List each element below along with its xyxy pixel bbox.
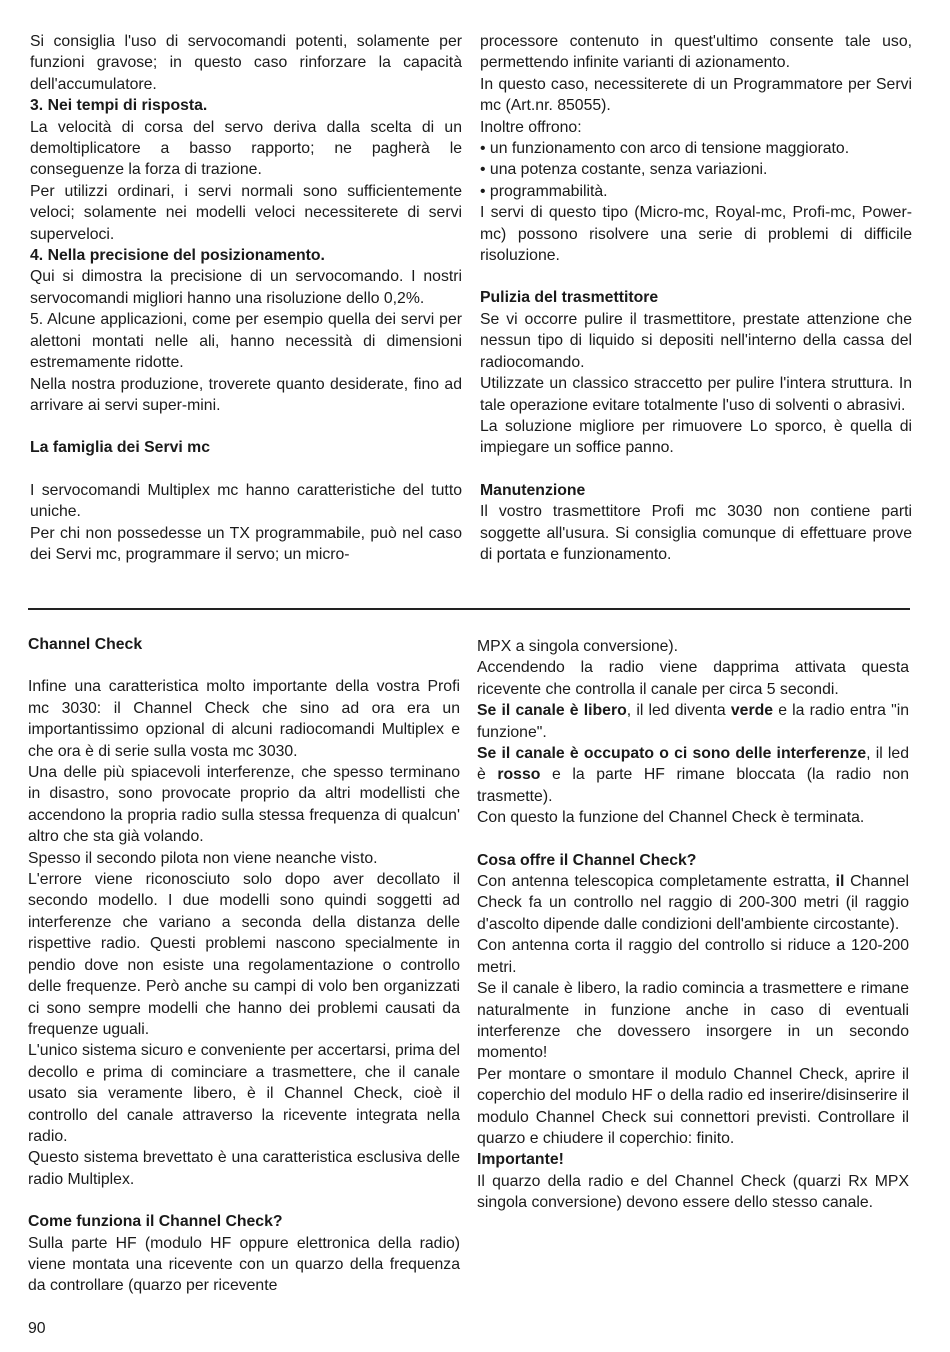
section-heading: Manutenzione [480, 481, 586, 499]
paragraph: La velocità di corsa del servo deriva dalla scelta di un demoltiplicatore a basso rapporto; ne pagherà le conseguenze la forza di trazione. [30, 118, 462, 179]
section-heading: Channel Check [28, 636, 143, 653]
paragraph [477, 743, 909, 807]
top-right-column [480, 31, 912, 565]
paragraph: Se il canale è libero, la radio comincia a trasmettere e rimane naturalmente in funzione anche in caso di eventuali interferenze che dovessero insorgere in un secondo momento! [477, 980, 909, 1062]
paragraph [477, 700, 909, 743]
section-heading: Come funziona il Channel Check? [28, 1213, 283, 1231]
bottom-right-column [477, 636, 909, 1214]
paragraph: Accendendo la radio viene dapprima attivata questa ricevente che controlla il canale per circa 5 secondi. [477, 659, 909, 698]
paragraph: Questo sistema brevettato è una caratteristica esclusiva delle radio Multiplex. [28, 1149, 460, 1188]
bold-phrase: rosso [497, 766, 541, 784]
bold-phrase: Se il canale è libero [477, 702, 627, 720]
text-run: Channel Check fa un controllo nel raggio di 200-300 metri (il raggio d'ascolto dipende dalle condizioni dell'ambiente circostante). [477, 873, 909, 933]
paragraph: Per chi non possedesse un TX programmabile, può nel caso dei Servi mc, programmare il servo; un micro- [30, 524, 462, 563]
paragraph: Una delle più spiacevoli interferenze, che spesso terminano in disastro, sono provocate proprio da altri modellisti che accendono la propria radio sulla stessa frequenza di qualcun' altro che sta già volando. [28, 764, 460, 846]
paragraph: Con questo la funzione del Channel Check è terminata. [477, 809, 865, 827]
section-heading: 4. Nella precisione del posizionamento. [30, 247, 325, 265]
bottom-left-column [28, 634, 460, 1297]
paragraph: Il quarzo della radio e del Channel Check (quarzi Rx MPX singola conversione) devono essere dello stesso canale. [477, 1172, 909, 1212]
text-run: e la radio entra "in funzione". [477, 702, 909, 741]
text-run: e la parte HF rimane bloccata (la radio non trasmette). [477, 766, 909, 805]
paragraph: Si consiglia l'uso di servocomandi potenti, solamente per funzioni gravose; in questo caso rinforzare la capacità dell'accumulatore. [30, 33, 462, 93]
paragraph [477, 871, 909, 935]
paragraph: I servocomandi Multiplex mc hanno caratteristiche del tutto uniche. [30, 481, 462, 521]
section-heading: 3. Nei tempi di risposta. [30, 97, 208, 115]
paragraph: processore contenuto in quest'ultimo consente tale uso, permettendo infinite varianti di azionamento. [480, 33, 912, 72]
section-heading: Cosa offre il Channel Check? [477, 851, 697, 869]
text-run: Con antenna telescopica completamente estratta, [477, 873, 836, 891]
paragraph: Infine una caratteristica molto importante della vostra Profi mc 3030: il Channel Check che sino ad ora era un importantissimo opzional di alcuni radiocomandi Multiplex e che ora è di serie sulla vosta mc 3030. [28, 678, 460, 760]
paragraph: Utilizzate un classico straccetto per pulire l'intera struttura. In tale operazione evitare totalmente l'uso di solventi o abrasivi. [480, 375, 912, 414]
paragraph: Nella nostra produzione, troverete quanto desiderate, fino ad arrivare ai servi super-mini. [30, 375, 462, 414]
paragraph: Inoltre offrono: [480, 118, 582, 136]
paragraph: L'unico sistema sicuro e conveniente per accertarsi, prima del decollo e prima di cominciare a trasmettere, che il canale usato sia veramente libero, è il Channel Check, cioè il controllo del canale attraverso la ricevente integrata nella radio. [28, 1042, 460, 1145]
paragraph: Con antenna corta il raggio del controllo si riduce a 120-200 metri. [477, 937, 909, 976]
paragraph: MPX a singola conversione). [477, 638, 679, 655]
paragraph: 5. Alcune applicazioni, come per esempio quella dei servi per alettoni montati nelle ali, hanno necessità di dimensioni estremamente ridotte. [30, 311, 462, 372]
paragraph: Il vostro trasmettitore Profi mc 3030 non contiene parti soggette all'usura. Si consiglia comunque di effettuare prove di portata e funzionamento. [480, 503, 912, 563]
bold-phrase: il [835, 873, 845, 891]
page-number: 90 [28, 1320, 46, 1337]
bold-phrase: verde [730, 702, 774, 720]
section-heading: Importante! [477, 1151, 564, 1169]
paragraph: Sulla parte HF (modulo HF oppure elettronica della radio) viene montata una ricevente con un quarzo della frequenza da controllare (quarzo per ricevente [28, 1234, 460, 1295]
section-divider [28, 608, 910, 610]
paragraph: I servi di questo tipo (Micro-mc, Royal-mc, Profi-mc, Power-mc) possono risolvere una serie di problemi di difficile risoluzione. [480, 204, 912, 265]
paragraph: Per montare o smontare il modulo Channel Check, aprire il coperchio del modulo HF o della radio ed inserire/disinserire il modulo Channel Check sui connettori previsti. Controllare il quarzo e chiudere il coperchio: finito. [477, 1065, 909, 1147]
top-left-column [30, 31, 462, 565]
section-heading: Pulizia del trasmettitore [480, 289, 659, 307]
bullet-item: • un funzionamento con arco di tensione maggiorato. [480, 140, 850, 158]
text-run: , il led è [477, 745, 909, 784]
paragraph: Spesso il secondo pilota non viene neanche visto. [28, 849, 378, 867]
paragraph: Se vi occorre pulire il trasmettitore, prestate attenzione che nessun tipo di liquido si depositi nell'interno della cassa del radiocomando. [480, 310, 912, 371]
paragraph: La soluzione migliore per rimuovere Lo sporco, è quella di impiegare un soffice panno. [480, 417, 912, 457]
paragraph: In questo caso, necessiterete di un Programmatore per Servi mc (Art.nr. 85055). [480, 75, 912, 115]
text-run: , il led diventa [626, 702, 731, 720]
paragraph: Qui si dimostra la precisione di un servocomando. I nostri servocomandi migliori hanno una risoluzione dello 0,2%. [30, 268, 462, 307]
paragraph: L'errore viene riconosciuto solo dopo aver decollato il secondo modello. I due modelli sono quindi soggetti ad interferenze che variano a seconda della distanza delle rispettive radio. Questi problemi nascono specialmente in pendio dove non esiste una regolamentazione o controllo delle frequenze. Però anche su campi di volo ben organizzati ci sono sempre modelli che hanno dei problemi causati da frequenze uguali. [28, 871, 460, 1038]
bold-phrase: Se il canale è occupato o ci sono delle interferenze [477, 745, 867, 763]
bullet-item: • una potenza costante, senza variazioni. [480, 161, 768, 179]
paragraph: Per utilizzi ordinari, i servi normali sono sufficientemente veloci; solamente nei modelli veloci necessiterete di servi superveloci. [30, 182, 462, 243]
bullet-item: • programmabilità. [480, 182, 608, 200]
section-heading: La famiglia dei Servi mc [30, 439, 210, 457]
